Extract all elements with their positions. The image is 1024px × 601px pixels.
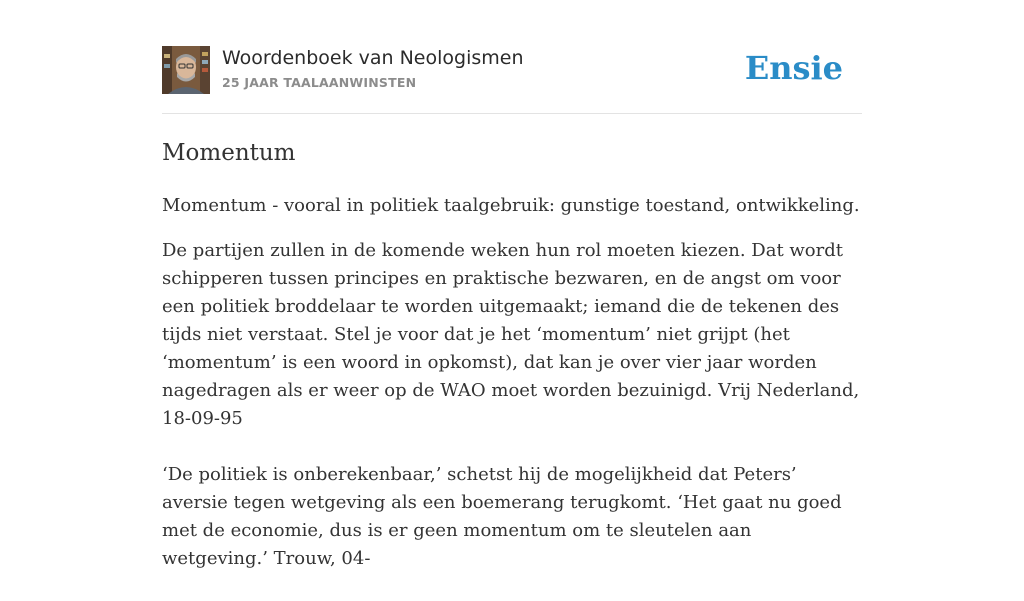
entry-content <box>162 138 862 601</box>
entry-quote: ‘De politiek is onberekenbaar,’ schetst hij de mogelijkheid dat Peters’ aversie tegen wetgeving als een boemerang terugkomt. ‘Het gaat nu goed met de economie, dus is er geen momentum om te sleutelen aan wetgeving.’ Trouw, 04- <box>162 464 842 569</box>
site-title-link[interactable]: Woordenboek van Neologismen <box>222 47 524 69</box>
avatar-portrait-icon <box>162 46 210 94</box>
header-divider <box>162 113 862 114</box>
header <box>162 46 862 96</box>
site-subtitle: 25 JAAR TAALAANWINSTEN <box>222 75 417 90</box>
ensie-logo-link[interactable]: Ensie <box>744 49 843 87</box>
entry-quote: De partijen zullen in de komende weken hun rol moeten kiezen. Dat wordt schipperen tussen principes en praktische bezwaren, en de angst om voor een politiek broddelaar te worden uitgemaakt; iemand die de tekenen des tijds niet verstaat. Stel je voor dat je het ‘momentum’ niet grijpt (het ‘momentum’ is een woord in opkomst), dat kan je over vier jaar worden nagedragen als er weer op de WAO moet worden bezuinigd. Vrij Nederland, 18-09-95 <box>162 240 860 429</box>
entry-definition: Momentum - vooral in politiek taalgebruik: gunstige toestand, ontwikkeling. <box>162 195 860 216</box>
entry-title: Momentum <box>162 140 296 166</box>
author-avatar[interactable] <box>162 46 210 94</box>
